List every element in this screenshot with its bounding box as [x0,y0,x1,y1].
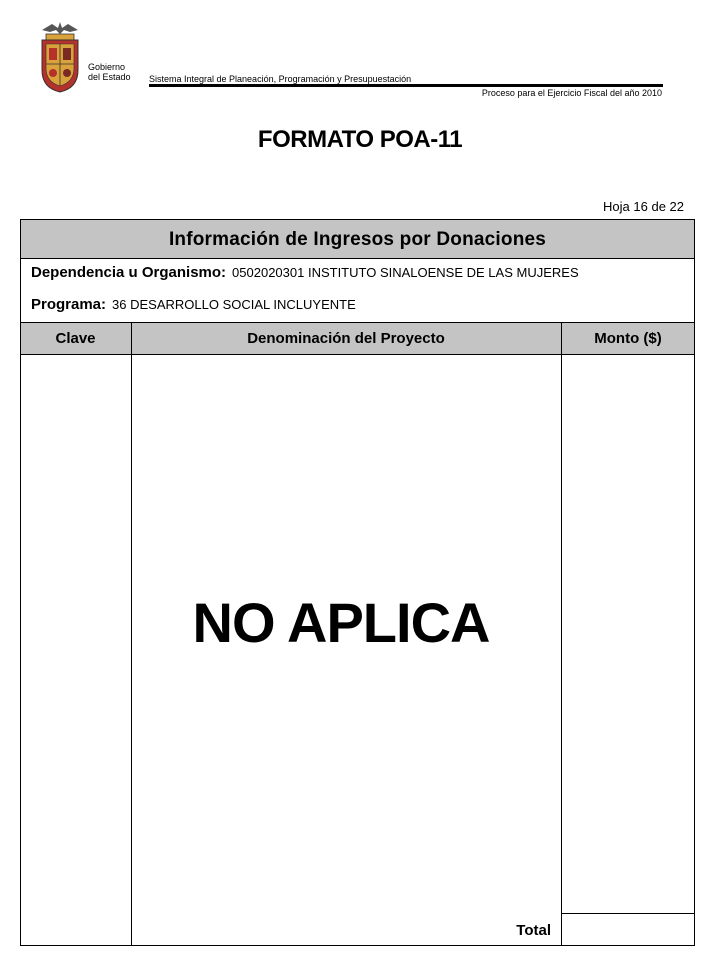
column-header-denominacion: Denominación del Proyecto [247,330,445,347]
form-title: FORMATO POA-11 [257,126,463,153]
system-title: Sistema Integral de Planeación, Programación y Presupuestación [149,74,412,84]
total-label: Total [516,922,551,939]
dependency-label: Dependencia u Organismo: [31,264,227,281]
dependency-value: 0502020301 INSTITUTO SINALOENSE DE LAS MUJERES [232,265,579,280]
total-divider [561,913,695,914]
header-divider [149,84,663,87]
program-value: 36 DESARROLLO SOCIAL INCLUYENTE [112,297,356,312]
program-row [31,296,356,314]
column-divider [561,322,562,946]
dependency-row [31,264,579,282]
program-label: Programa: [31,296,107,313]
column-header-monto: Monto ($) [594,330,662,347]
state-coat-of-arms-icon [36,18,84,96]
government-label: Gobierno del Estado [88,62,131,82]
process-label: Proceso para el Ejercicio Fiscal del año 2010 [481,88,662,98]
page-number: Hoja 16 de 22 [603,199,684,214]
column-header-clave: Clave [55,330,96,347]
empty-message: NO APLICA [192,591,490,654]
section-title: Información de Ingresos por Donaciones [20,219,695,259]
